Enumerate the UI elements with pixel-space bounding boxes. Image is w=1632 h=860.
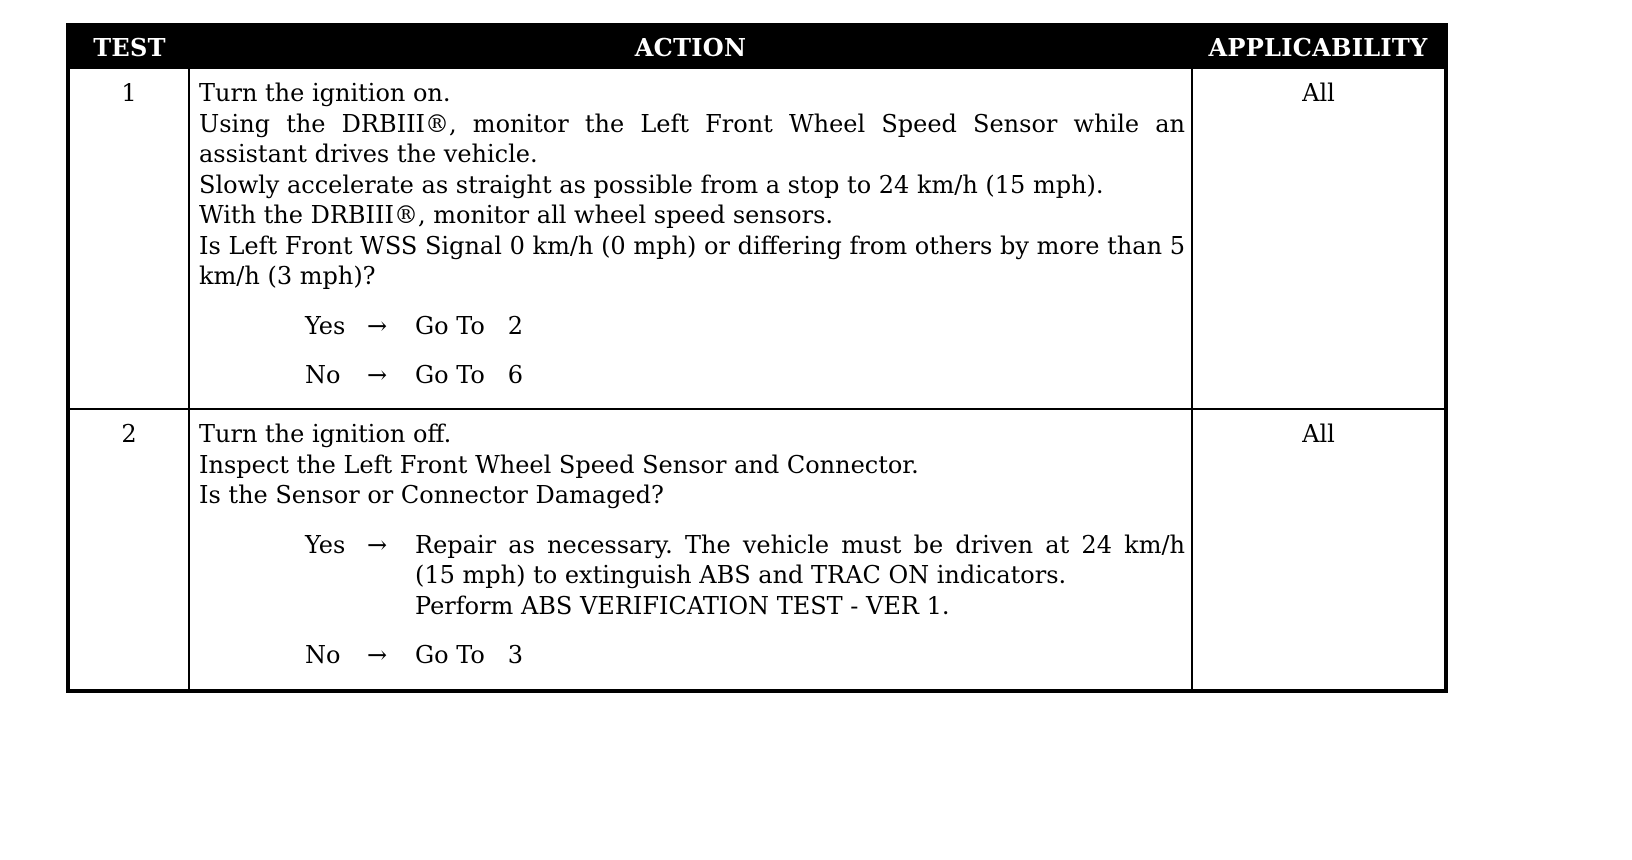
applicability-value: All [1192, 68, 1446, 409]
result-line: Go To 2 [415, 311, 523, 340]
action-cell [189, 409, 1192, 691]
action-step: With the DRBIII®, monitor all wheel speed sensors. [199, 201, 834, 229]
header-applicability: APPLICABILITY [1192, 25, 1446, 68]
result-text [415, 360, 1185, 391]
table-header-row [68, 25, 1446, 68]
test-number: 1 [68, 68, 189, 409]
action-step: Is the Sensor or Connector Damaged? [199, 481, 664, 509]
right-arrow-icon: → [367, 641, 388, 669]
result-line: Repair as necessary. The vehicle must be driven at 24 km/h (15 mph) to extinguish ABS and TRAC ON indicators. [415, 530, 1185, 589]
right-arrow-icon: → [367, 530, 388, 559]
table-row [68, 409, 1446, 691]
action-step: Turn the ignition on. [199, 79, 451, 107]
test-number: 2 [68, 409, 189, 691]
diagnostic-test-table [66, 23, 1448, 693]
result-line: Go To 3 [415, 641, 523, 669]
result-yes [199, 311, 1185, 342]
result-label: Yes [305, 311, 346, 340]
result-line: Perform ABS VERIFICATION TEST - VER 1. [415, 591, 950, 620]
action-cell [189, 68, 1192, 409]
header-action: ACTION [189, 25, 1192, 68]
action-step: Turn the ignition off. [199, 420, 452, 448]
right-arrow-icon: → [367, 311, 388, 340]
result-text [415, 530, 1185, 622]
result-text [415, 640, 1185, 671]
right-arrow-icon: → [367, 361, 388, 389]
result-line: Go To 6 [415, 361, 523, 389]
result-label: No [305, 641, 341, 669]
header-test: TEST [68, 25, 189, 68]
result-label: Yes [305, 530, 346, 559]
table-row [68, 68, 1446, 409]
action-step: Is Left Front WSS Signal 0 km/h (0 mph) or differing from others by more than 5 km/h (3 mph)? [199, 231, 1185, 290]
result-label: No [305, 361, 341, 389]
result-no [199, 640, 1185, 671]
applicability-value: All [1192, 409, 1446, 691]
action-step: Inspect the Left Front Wheel Speed Sensor and Connector. [199, 450, 919, 479]
action-step: Using the DRBIII®, monitor the Left Front Wheel Speed Sensor while an assistant drives the vehicle. [199, 109, 1185, 168]
action-step: Slowly accelerate as straight as possible from a stop to 24 km/h (15 mph). [199, 170, 1104, 199]
result-no [199, 360, 1185, 391]
result-yes [199, 530, 1185, 622]
result-text [415, 311, 1185, 342]
